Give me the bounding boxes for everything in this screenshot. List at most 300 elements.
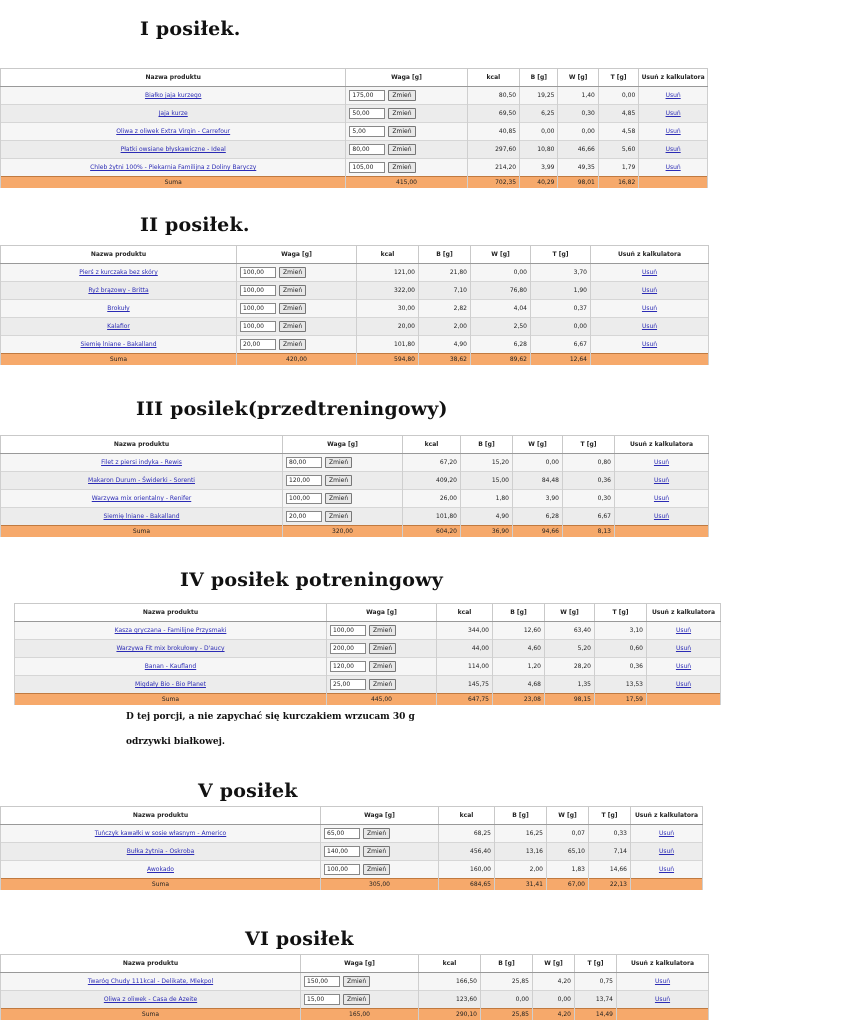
sum-weight: 320,00 (283, 526, 403, 538)
product-link[interactable]: Jaja kurze (158, 110, 188, 117)
t-cell: 0,36 (563, 472, 615, 490)
delete-link[interactable]: Usuń (665, 92, 681, 99)
meal-title-4: IV posiłek potreningowy (180, 569, 443, 591)
product-link[interactable]: Pierś z kurczaka bez skóry (79, 269, 158, 276)
col-header-weight: Waga [g] (321, 807, 439, 825)
product-link[interactable]: Płatki owsiane błyskawiczne - Ideal (120, 146, 226, 153)
meal-table-5 (0, 806, 703, 890)
sum-label: Suma (15, 694, 327, 706)
product-cell (1, 105, 346, 123)
change-button[interactable]: Zmień (279, 267, 306, 278)
t-cell: 14,66 (589, 861, 631, 879)
col-header-name: Nazwa produktu (1, 69, 346, 87)
b-cell: 6,25 (520, 105, 558, 123)
delete-cell (615, 472, 709, 490)
sum-t: 12,64 (531, 354, 591, 366)
weight-input[interactable]: 80,00 (286, 457, 322, 468)
table-row (1, 861, 703, 879)
col-header-delete: Usuń z kalkulatora (639, 69, 708, 87)
product-link[interactable]: Twaróg Chudy 111kcal - Delikate, Mlekpol (87, 978, 214, 985)
product-link[interactable]: Ryż brązowy - Britta (88, 287, 149, 294)
product-cell (1, 159, 346, 177)
w-cell: 2,50 (471, 318, 531, 336)
delete-link[interactable]: Usuń (665, 164, 681, 171)
table-row (15, 658, 721, 676)
delete-link[interactable]: Usuń (658, 848, 675, 855)
b-cell: 7,10 (419, 282, 471, 300)
product-link[interactable]: Warzywa Fit mix brokułowy - D'aucy (116, 645, 225, 652)
sum-row (1, 1009, 709, 1021)
weight-cell (321, 843, 439, 861)
change-button[interactable]: Zmień (325, 475, 352, 486)
table-row (1, 472, 709, 490)
delete-cell (591, 264, 709, 282)
product-link[interactable]: Siemię lniane - Bakalland (103, 513, 180, 520)
product-cell (1, 300, 237, 318)
t-cell: 0,33 (589, 825, 631, 843)
table-row (1, 991, 709, 1009)
product-link[interactable]: Brokuły (107, 305, 130, 312)
sum-t: 22,13 (589, 879, 631, 891)
col-header-kcal: kcal (437, 604, 493, 622)
product-link[interactable]: Filet z piersi indyka - Rewis (101, 459, 182, 466)
col-header-name: Nazwa produktu (1, 436, 283, 454)
weight-cell (346, 159, 467, 177)
col-header-kcal: kcal (357, 246, 419, 264)
product-cell (15, 622, 327, 640)
delete-cell (647, 622, 721, 640)
weight-input[interactable]: 105,00 (349, 162, 385, 173)
product-cell (1, 843, 321, 861)
delete-cell (591, 282, 709, 300)
delete-link[interactable]: Usuń (675, 681, 692, 688)
change-button[interactable]: Zmień (363, 828, 390, 839)
weight-cell (327, 622, 437, 640)
weight-input[interactable]: 100,00 (240, 321, 276, 332)
delete-link[interactable]: Usuń (653, 459, 670, 466)
delete-cell (615, 454, 709, 472)
delete-cell (639, 123, 708, 141)
kcal-cell: 344,00 (437, 622, 493, 640)
weight-input[interactable]: 15,00 (304, 994, 340, 1005)
meal-title-5: V posiłek (198, 780, 298, 802)
product-link[interactable]: Banan - Kaufland (144, 663, 197, 670)
sum-label: Suma (1, 1009, 301, 1021)
b-cell: 15,00 (461, 472, 513, 490)
t-cell: 0,00 (531, 318, 591, 336)
weight-input[interactable]: 150,00 (304, 976, 340, 987)
col-header-b: B [g] (493, 604, 545, 622)
product-cell (1, 861, 321, 879)
weight-cell (283, 508, 403, 526)
sum-empty (639, 177, 708, 189)
delete-cell (615, 508, 709, 526)
weight-input[interactable]: 20,00 (286, 511, 322, 522)
kcal-cell: 145,75 (437, 676, 493, 694)
sum-label: Suma (1, 526, 283, 538)
note-line-1: D tej porcji, a nie zapychać się kurczakiem wrzucam 30 g (126, 712, 415, 722)
product-link[interactable]: Oliwa z oliwek - Casa de Azeite (103, 996, 198, 1003)
sum-row (1, 879, 703, 891)
table-row (1, 300, 709, 318)
change-button[interactable]: Zmień (363, 864, 390, 875)
product-cell (15, 676, 327, 694)
t-cell: 13,74 (575, 991, 617, 1009)
product-cell (1, 123, 346, 141)
b-cell: 13,16 (495, 843, 547, 861)
sum-w: 4,20 (533, 1009, 575, 1021)
col-header-weight: Waga [g] (283, 436, 403, 454)
product-cell (1, 318, 237, 336)
product-link[interactable]: Chleb żytni 100% - Piekarnia Familijna z Doliny Baryczy (90, 164, 257, 171)
delete-cell (615, 490, 709, 508)
b-cell: 12,60 (493, 622, 545, 640)
t-cell: 0,37 (531, 300, 591, 318)
product-cell (1, 336, 237, 354)
delete-link[interactable]: Usuń (675, 627, 692, 634)
col-header-delete: Usuń z kalkulatora (591, 246, 709, 264)
product-cell (1, 141, 346, 159)
delete-link[interactable]: Usuń (665, 146, 681, 153)
weight-input[interactable]: 120,00 (330, 661, 366, 672)
kcal-cell: 26,00 (403, 490, 461, 508)
delete-cell (591, 336, 709, 354)
change-button[interactable]: Zmień (369, 643, 396, 654)
delete-cell (639, 87, 708, 105)
t-cell: 13,53 (595, 676, 647, 694)
table-row (1, 282, 709, 300)
delete-link[interactable]: Usuń (641, 305, 658, 312)
sum-t: 17,59 (595, 694, 647, 706)
kcal-cell: 322,00 (357, 282, 419, 300)
col-header-b: B [g] (461, 436, 513, 454)
t-cell: 1,90 (531, 282, 591, 300)
table-row (1, 141, 708, 159)
b-cell: 10,80 (520, 141, 558, 159)
sum-kcal: 594,80 (357, 354, 419, 366)
b-cell: 19,25 (520, 87, 558, 105)
delete-link[interactable]: Usuń (641, 287, 658, 294)
table-row (1, 843, 703, 861)
t-cell: 0,60 (595, 640, 647, 658)
w-cell: 1,83 (547, 861, 589, 879)
sum-t: 16,82 (598, 177, 638, 189)
b-cell: 4,68 (493, 676, 545, 694)
w-cell: 6,28 (513, 508, 563, 526)
col-header-delete: Usuń z kalkulatora (617, 955, 709, 973)
table-header (1, 436, 709, 454)
kcal-cell: 67,20 (403, 454, 461, 472)
w-cell: 0,00 (513, 454, 563, 472)
change-button[interactable]: Zmień (325, 511, 352, 522)
sum-label: Suma (1, 354, 237, 366)
col-header-weight: Waga [g] (327, 604, 437, 622)
table-row (1, 454, 709, 472)
delete-link[interactable]: Usuń (654, 978, 671, 985)
weight-cell (283, 490, 403, 508)
sum-b: 25,85 (481, 1009, 533, 1021)
weight-input[interactable]: 5,00 (349, 126, 385, 137)
col-header-kcal: kcal (403, 436, 461, 454)
col-header-delete: Usuń z kalkulatora (631, 807, 703, 825)
product-link[interactable]: Tuńczyk kawałki w sosie własnym - Americo (94, 830, 227, 837)
meal-title-6: VI posiłek (245, 928, 354, 950)
w-cell: 28,20 (545, 658, 595, 676)
kcal-cell: 160,00 (439, 861, 495, 879)
sum-weight: 415,00 (346, 177, 467, 189)
w-cell: 4,04 (471, 300, 531, 318)
sum-kcal: 647,75 (437, 694, 493, 706)
w-cell: 65,10 (547, 843, 589, 861)
product-link[interactable]: Makaron Durum - Świderki - Sorenti (88, 477, 195, 484)
t-cell: 6,67 (563, 508, 615, 526)
col-header-w: W [g] (547, 807, 589, 825)
weight-input[interactable]: 100,00 (286, 493, 322, 504)
weight-input[interactable]: 20,00 (240, 339, 276, 350)
sum-kcal: 604,20 (403, 526, 461, 538)
sum-w: 98,15 (545, 694, 595, 706)
t-cell: 0,30 (563, 490, 615, 508)
table-row (1, 490, 709, 508)
kcal-cell: 68,25 (439, 825, 495, 843)
change-button[interactable]: Zmień (369, 679, 396, 690)
delete-link[interactable]: Usuń (654, 996, 671, 1003)
sum-empty (631, 879, 703, 891)
col-header-w: W [g] (513, 436, 563, 454)
sum-empty (615, 526, 709, 538)
kcal-cell: 166,50 (419, 973, 481, 991)
meal-title-2: II posiłek. (140, 214, 250, 236)
t-cell: 1,79 (598, 159, 638, 177)
sum-w: 89,62 (471, 354, 531, 366)
product-cell (15, 658, 327, 676)
w-cell: 0,00 (558, 123, 598, 141)
product-link[interactable]: Awokado (147, 866, 174, 873)
weight-input[interactable]: 100,00 (240, 303, 276, 314)
col-header-weight: Waga [g] (301, 955, 419, 973)
sum-row (1, 177, 708, 189)
product-link[interactable]: Białko jaja kurzego (144, 92, 202, 99)
product-link[interactable]: Oliwa z oliwek Extra Virgin - Carrefour (116, 128, 231, 135)
meal-table-3 (0, 435, 709, 537)
weight-input[interactable]: 120,00 (286, 475, 322, 486)
b-cell: 0,00 (481, 991, 533, 1009)
col-header-kcal: kcal (419, 955, 481, 973)
b-cell: 2,00 (419, 318, 471, 336)
product-link[interactable]: Siemię lniane - Bakalland (80, 341, 157, 348)
w-cell: 46,66 (558, 141, 598, 159)
sum-b: 40,29 (520, 177, 558, 189)
table-header (15, 604, 721, 622)
product-cell (1, 454, 283, 472)
b-cell: 16,25 (495, 825, 547, 843)
b-cell: 25,85 (481, 973, 533, 991)
change-button[interactable]: Zmień (343, 976, 370, 987)
col-header-kcal: kcal (467, 69, 520, 87)
w-cell: 1,35 (545, 676, 595, 694)
w-cell: 63,40 (545, 622, 595, 640)
delete-link[interactable]: Usuń (641, 269, 658, 276)
table-header (1, 807, 703, 825)
weight-cell (237, 264, 357, 282)
weight-input[interactable]: 100,00 (240, 285, 276, 296)
kcal-cell: 114,00 (437, 658, 493, 676)
change-button[interactable]: Zmień (279, 303, 306, 314)
table-row (1, 508, 709, 526)
kcal-cell: 297,60 (467, 141, 520, 159)
delete-link[interactable]: Usuń (675, 663, 692, 670)
weight-cell (346, 141, 467, 159)
table-row (15, 640, 721, 658)
product-link[interactable]: Kalafior (107, 323, 130, 330)
change-button[interactable]: Zmień (388, 90, 415, 101)
weight-cell (327, 640, 437, 658)
product-cell (1, 973, 301, 991)
col-header-weight: Waga [g] (346, 69, 467, 87)
t-cell: 0,80 (563, 454, 615, 472)
w-cell: 0,00 (471, 264, 531, 282)
note-line-2: odrzywki białkowej. (126, 737, 226, 747)
weight-cell (301, 973, 419, 991)
sum-empty (591, 354, 709, 366)
t-cell: 4,58 (598, 123, 638, 141)
w-cell: 3,90 (513, 490, 563, 508)
t-cell: 4,85 (598, 105, 638, 123)
delete-link[interactable]: Usuń (675, 645, 692, 652)
weight-cell (237, 318, 357, 336)
weight-input[interactable]: 50,00 (349, 108, 385, 119)
product-link[interactable]: Migdały Bio - Bio Planet (135, 681, 206, 688)
change-button[interactable]: Zmień (279, 285, 306, 296)
product-cell (1, 282, 237, 300)
sum-weight: 305,00 (321, 879, 439, 891)
sum-kcal: 290,10 (419, 1009, 481, 1021)
delete-cell (591, 300, 709, 318)
sum-empty (647, 694, 721, 706)
table-header (1, 69, 708, 87)
delete-cell (639, 141, 708, 159)
col-header-t: T [g] (531, 246, 591, 264)
delete-link[interactable]: Usuń (665, 110, 681, 117)
change-button[interactable]: Zmień (369, 661, 396, 672)
t-cell: 3,10 (595, 622, 647, 640)
w-cell: 0,00 (533, 991, 575, 1009)
col-header-weight: Waga [g] (237, 246, 357, 264)
delete-cell (639, 159, 708, 177)
sum-b: 38,62 (419, 354, 471, 366)
weight-cell (237, 336, 357, 354)
sum-t: 8,13 (563, 526, 615, 538)
product-cell (1, 991, 301, 1009)
sum-row (1, 354, 709, 366)
product-cell (15, 640, 327, 658)
b-cell: 0,00 (520, 123, 558, 141)
weight-cell (321, 861, 439, 879)
b-cell: 2,82 (419, 300, 471, 318)
delete-link[interactable]: Usuń (658, 830, 675, 837)
delete-link[interactable]: Usuń (641, 323, 658, 330)
w-cell: 1,40 (558, 87, 598, 105)
weight-input[interactable]: 100,00 (324, 864, 360, 875)
change-button[interactable]: Zmień (325, 493, 352, 504)
delete-link[interactable]: Usuń (653, 513, 670, 520)
sum-weight: 420,00 (237, 354, 357, 366)
kcal-cell: 101,80 (357, 336, 419, 354)
weight-input[interactable]: 25,00 (330, 679, 366, 690)
weight-input[interactable]: 100,00 (330, 625, 366, 636)
change-button[interactable]: Zmień (343, 994, 370, 1005)
delete-link[interactable]: Usuń (641, 341, 658, 348)
weight-cell (327, 676, 437, 694)
col-header-kcal: kcal (439, 807, 495, 825)
col-header-b: B [g] (495, 807, 547, 825)
sum-weight: 165,00 (301, 1009, 419, 1021)
weight-cell (346, 123, 467, 141)
table-row (1, 123, 708, 141)
kcal-cell: 40,85 (467, 123, 520, 141)
product-link[interactable]: Kasza gryczana - Familijne Przysmaki (114, 627, 227, 634)
product-link[interactable]: Bułka żytnia - Oskroba (126, 848, 195, 855)
product-cell (1, 508, 283, 526)
sum-b: 23,08 (493, 694, 545, 706)
change-button[interactable]: Zmień (369, 625, 396, 636)
col-header-t: T [g] (589, 807, 631, 825)
change-button[interactable]: Zmień (363, 846, 390, 857)
col-header-delete: Usuń z kalkulatora (615, 436, 709, 454)
delete-link[interactable]: Usuń (665, 128, 681, 135)
table-row (1, 336, 709, 354)
change-button[interactable]: Zmień (325, 457, 352, 468)
sum-w: 94,66 (513, 526, 563, 538)
weight-input[interactable]: 140,00 (324, 846, 360, 857)
kcal-cell: 30,00 (357, 300, 419, 318)
change-button[interactable]: Zmień (388, 126, 415, 137)
kcal-cell: 80,50 (467, 87, 520, 105)
weight-input[interactable]: 65,00 (324, 828, 360, 839)
w-cell: 76,80 (471, 282, 531, 300)
w-cell: 6,28 (471, 336, 531, 354)
col-header-b: B [g] (419, 246, 471, 264)
delete-link[interactable]: Usuń (653, 495, 670, 502)
table-row (15, 676, 721, 694)
change-button[interactable]: Zmień (279, 339, 306, 350)
change-button[interactable]: Zmień (279, 321, 306, 332)
table-row (15, 622, 721, 640)
b-cell: 4,90 (461, 508, 513, 526)
delete-link[interactable]: Usuń (653, 477, 670, 484)
weight-input[interactable]: 175,00 (349, 90, 385, 101)
table-row (1, 264, 709, 282)
weight-input[interactable]: 80,00 (349, 144, 385, 155)
w-cell: 5,20 (545, 640, 595, 658)
kcal-cell: 456,40 (439, 843, 495, 861)
sum-label: Suma (1, 177, 346, 189)
delete-cell (647, 658, 721, 676)
change-button[interactable]: Zmień (388, 108, 415, 119)
t-cell: 0,00 (598, 87, 638, 105)
col-header-t: T [g] (575, 955, 617, 973)
meal-table-6 (0, 954, 709, 1020)
product-link[interactable]: Warzywa mix orientalny - Renifer (91, 495, 192, 502)
sum-row (1, 526, 709, 538)
change-button[interactable]: Zmień (388, 144, 415, 155)
weight-input[interactable]: 200,00 (330, 643, 366, 654)
weight-input[interactable]: 100,00 (240, 267, 276, 278)
col-header-w: W [g] (558, 69, 598, 87)
change-button[interactable]: Zmień (388, 162, 415, 173)
b-cell: 2,00 (495, 861, 547, 879)
delete-link[interactable]: Usuń (658, 866, 675, 873)
